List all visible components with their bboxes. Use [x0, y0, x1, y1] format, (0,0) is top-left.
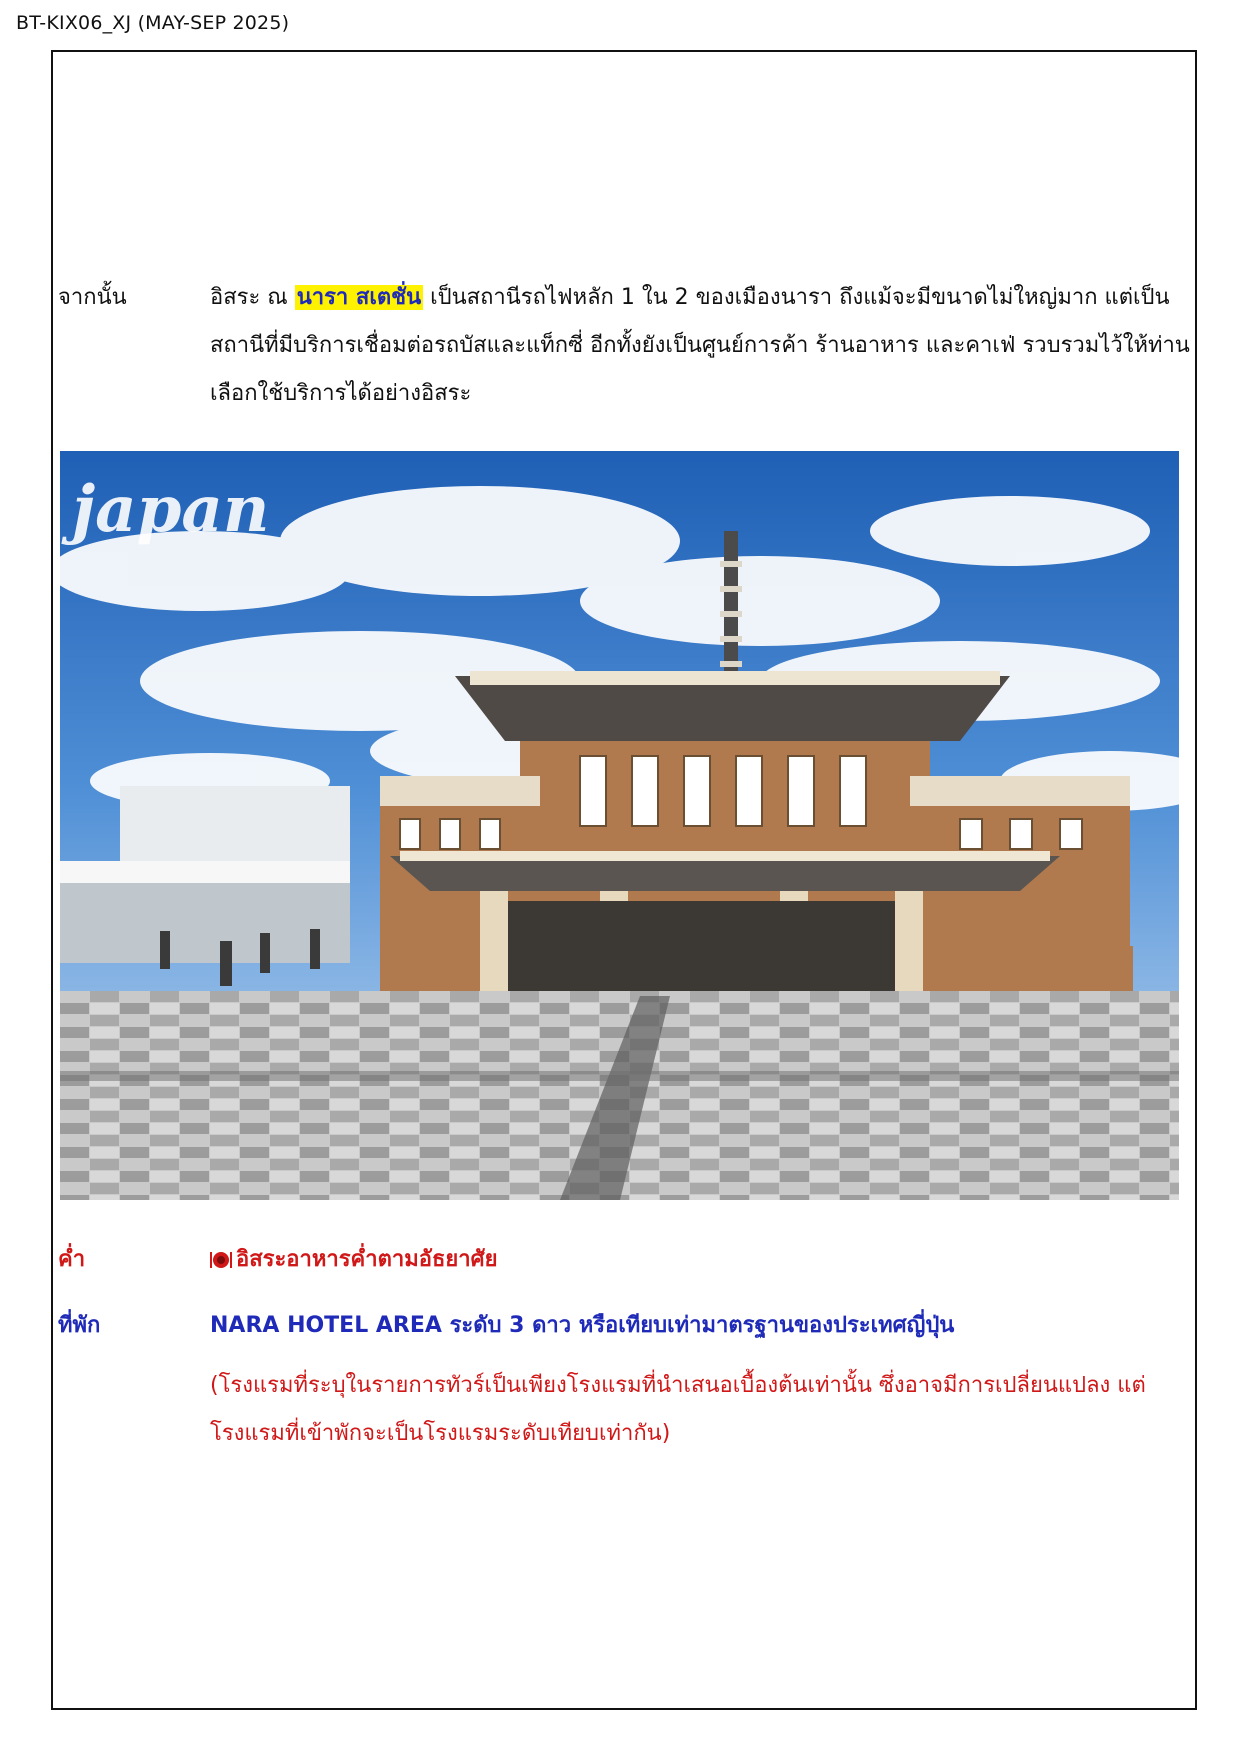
dinner-text: อิสระอาหารค่ำตามอัธยาศัย: [236, 1247, 498, 1272]
itinerary-hotel-row: [58, 1302, 1197, 1452]
dinner-description: [210, 1236, 1197, 1287]
document-code: BT-KIX06_XJ (MAY-SEP 2025): [16, 12, 290, 34]
japan-watermark: japan: [72, 472, 270, 547]
then-prefix: อิสระ ณ: [210, 285, 288, 310]
dinner-label: ค่ำ: [58, 1247, 86, 1272]
itinerary-dinner-row: [58, 1236, 1197, 1284]
nara-station-photo: [60, 451, 1179, 1200]
nara-station-highlight: นารา สเตชั่น: [296, 285, 422, 310]
hotel-note: (โรงแรมที่ระบุในรายการทัวร์เป็นเพียงโรงแรมที่นำเสนอเบื้องต้นเท่านั้น ซึ่งอาจมีการเปลี่ยนแปลง แต่โรงแรมที่เข้าพักจะเป็นโรงแรมระดับเทียบเท่ากัน): [210, 1373, 1146, 1446]
then-text: เป็นสถานีรถไฟหลัก 1 ใน 2 ของเมืองนารา ถึงแม้จะมีขนาดไม่ใหญ่มาก แต่เป็นสถานีที่มีบริการเชื่อมต่อรถบัสและแท็กซี่ อีกทั้งยังเป็นศูนย์การค้า ร้านอาหาร และคาเฟ่ รวบรวมไว้ให้ท่านเลือกใช้บริการได้อย่างอิสระ: [210, 285, 1190, 406]
then-description: [210, 274, 1197, 418]
plate-icon: [210, 1239, 232, 1287]
hotel-text: NARA HOTEL AREA ระดับ 3 ดาว หรือเทียบเท่ามาตรฐานของประเทศญี่ปุ่น: [210, 1313, 955, 1338]
hotel-description: [210, 1302, 1197, 1458]
then-label: จากนั้น: [58, 285, 127, 310]
hotel-label: ที่พัก: [58, 1313, 101, 1338]
itinerary-then-row: [58, 274, 1197, 414]
